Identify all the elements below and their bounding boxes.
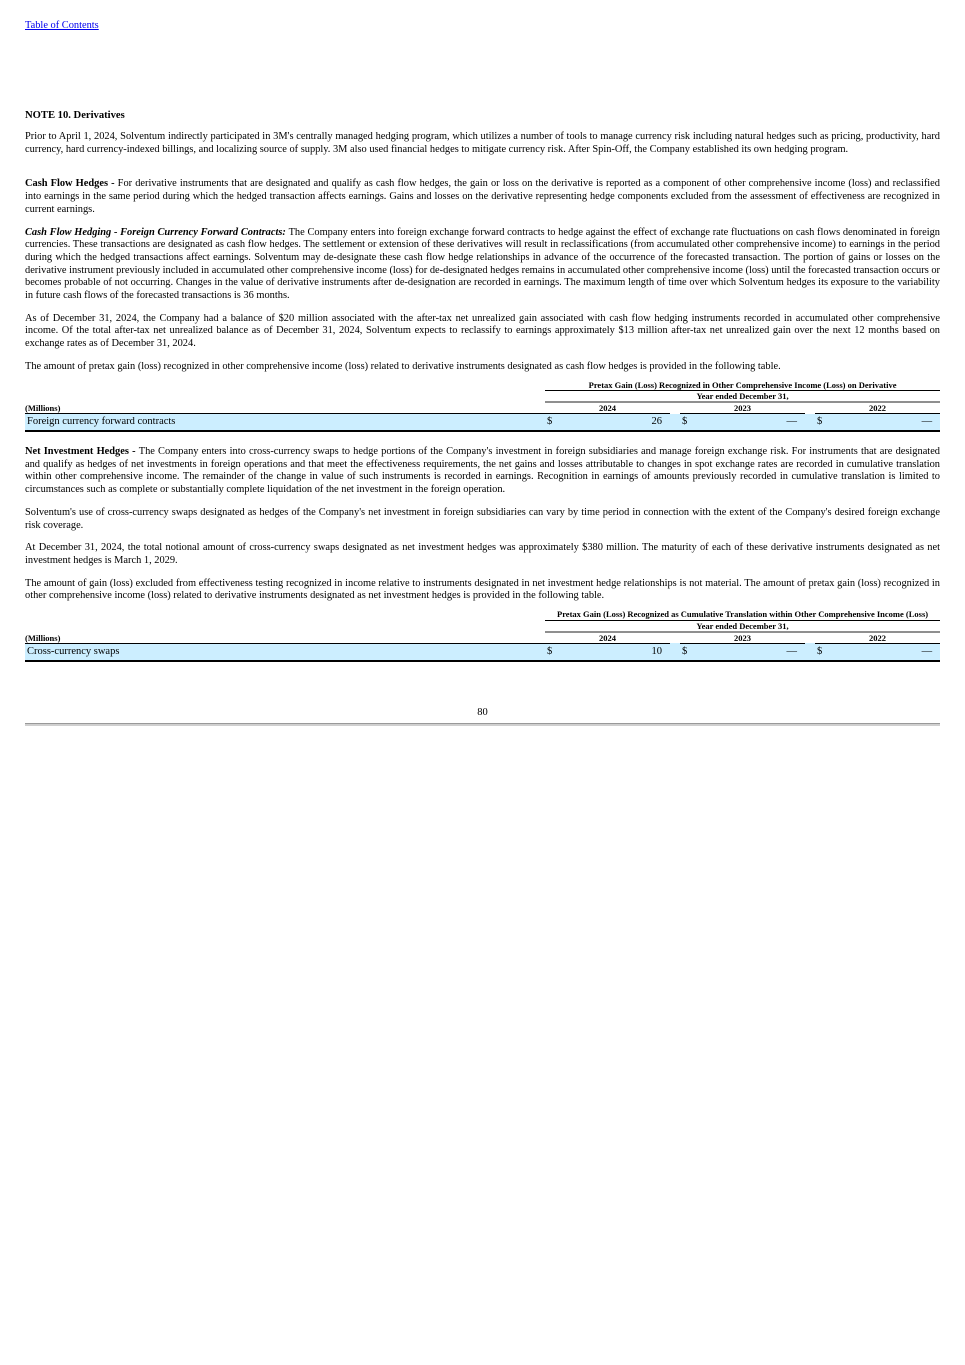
table-subheader: Year ended December 31, [545,620,940,632]
net-investment-hedges-pretax-table [25,609,940,662]
currency-symbol: $ [815,643,829,661]
para-cash-flow-table-intro: The amount of pretax gain (loss) recognized in other comprehensive income (loss) related to derivative instruments designated as cash flow hedges is provided in the following table. [25,360,781,372]
para-3m-hedging-program: Prior to April 1, 2024, Solventum indirectly participated in 3M's centrally managed hedging program, which utilizes a number of tools to manage currency risk including natural hedges such as pricing, productivity, hard currency, hard currency-indexed billings, and localizing source of supply. 3M also used financial hedges to mitigate currency risk. After Spin-Off, the Company established its own hedging program. [25,131,940,155]
value-2022: — [829,414,940,432]
value-2023: — [694,643,805,661]
table-subheader: Year ended December 31, [545,391,940,403]
table-row [25,620,940,632]
value-2022: — [829,643,940,661]
para-net-investment-hedges [25,446,940,497]
table-row [25,402,940,414]
currency-symbol: $ [680,414,694,432]
table-row [25,380,940,391]
value-2024: 26 [559,414,670,432]
table-row [25,391,940,403]
table-row [25,643,940,661]
currency-symbol: $ [545,414,559,432]
table-row [25,632,940,644]
row-label: Foreign currency forward contracts [25,414,545,432]
para-cash-flow-hedges-text: For derivative instruments that are designated and qualify as cash flow hedges, the gain or loss on the derivative is reported as a component of other comprehensive income (loss) and reclassified into earnings in the same period during which the hedged transaction affects earnings. Gains and losses on the derivative representing hedge components excluded from the assessment of effectiveness are recognized in current earnings. [25,178,940,215]
page-number: 80 [477,706,488,718]
footer-divider [25,723,940,726]
table-spanning-header: Pretax Gain (Loss) Recognized in Other Comprehensive Income (Loss) on Derivative [545,380,940,391]
year-column-2023: 2023 [680,402,805,414]
year-column-2024: 2024 [545,402,670,414]
table-spanning-header: Pretax Gain (Loss) Recognized as Cumulative Translation within Other Comprehensive Income (Loss) [545,609,940,620]
para-cash-flow-hedges-lead: Cash Flow Hedges - [25,178,118,190]
millions-label: (Millions) [25,402,545,414]
year-column-2023: 2023 [680,632,805,644]
table-of-contents-link[interactable]: Table of Contents [25,20,99,31]
para-notional-amount: At December 31, 2024, the total notional amount of cross-currency swaps designated as net investment hedges was approximately $380 million. The maturity of each of these derivative instruments designated as net investment hedges is March 1, 2029. [25,542,940,566]
note-heading: NOTE 10. Derivatives [25,110,125,121]
currency-symbol: $ [815,414,829,432]
value-2023: — [694,414,805,432]
para-aoci-balance: As of December 31, 2024, the Company had a balance of $20 million associated with the after-tax net unrealized gain associated with cash flow hedging instruments recorded in accumulated other comprehensive income. Of the total after-tax net unrealized balance as of December 31, 2024, Solventum expects to reclassify to earnings approximately $13 million after-tax net unrealized gain over the next 12 months based on exchange rates as of December 31, 2024. [25,312,940,350]
value-2024: 10 [559,643,670,661]
para-net-investment-hedges-lead: Net Investment Hedges - [25,446,139,458]
currency-symbol: $ [545,643,559,661]
para-swap-usage: Solventum's use of cross-currency swaps designated as hedges of the Company's net investment in foreign subsidiaries can vary by time period in connection with the extent of the Company's desired foreign exchange risk coverage. [25,506,940,531]
table-row [25,414,940,432]
para-net-investment-hedges-text: The Company enters into cross-currency swaps to hedge portions of the Company's investment in foreign subsidiaries and manage foreign exchange risk. For instruments that are designated and qualify as hedges of net investments in foreign operations and that meet the effectiveness requirements, the net gains and losses attributable to changes in spot exchange rates are recorded in cumulative translation within other comprehensive income. The remainder of the change in value of such instruments is recorded in earnings. Recognition in earnings of amounts previously recorded in cumulative translation is limited to circumstances such as complete or substantially complete liquidation of the net investment in the foreign operation. [25,446,940,496]
currency-symbol: $ [680,643,694,661]
para-net-investment-table-intro: The amount of gain (loss) excluded from effectiveness testing recognized in income relative to instruments designated in net investment hedge relationships is not material. The amount of pretax gain (loss) recognized in other comprehensive income (loss) related to derivative instruments designated as net investment hedges is provided in the following table. [25,577,940,602]
para-cash-flow-hedges [25,178,940,216]
millions-label: (Millions) [25,632,545,644]
year-column-2022: 2022 [815,632,940,644]
para-fx-forward-contracts [25,227,940,303]
cash-flow-hedges-pretax-table [25,380,940,433]
para-fx-forward-contracts-lead: Cash Flow Hedging - Foreign Currency Forward Contracts: [25,226,289,238]
year-column-2022: 2022 [815,402,940,414]
row-label: Cross-currency swaps [25,643,545,661]
para-fx-forward-contracts-text: The Company enters into foreign exchange forward contracts to hedge against the effect of exchange rate fluctuations on cash flows denominated in foreign currencies. These transactions are designated as cash flow hedges. The settlement or extension of these derivatives will result in reclassifications (from accumulated other comprehensive income) to earnings in the period during which the hedged transactions affect earnings. Solventum may de-designate these cash flow hedge relationships in advance of the occurrence of the forecasted transaction. The portion of gains or losses on the derivative instrument previously included in accumulated other comprehensive income (loss) for de-designated hedges remains in accumulated other comprehensive income (loss) until the forecasted transaction occurs or becomes probable of not occurring. Changes in the value of derivative instruments after de-designation are recorded in earnings. The maximum length of time over which Solventum hedges its exposure to the variability in future cash flows of the forecasted transactions is 36 months. [25,226,940,302]
table-row [25,609,940,620]
year-column-2024: 2024 [545,632,670,644]
